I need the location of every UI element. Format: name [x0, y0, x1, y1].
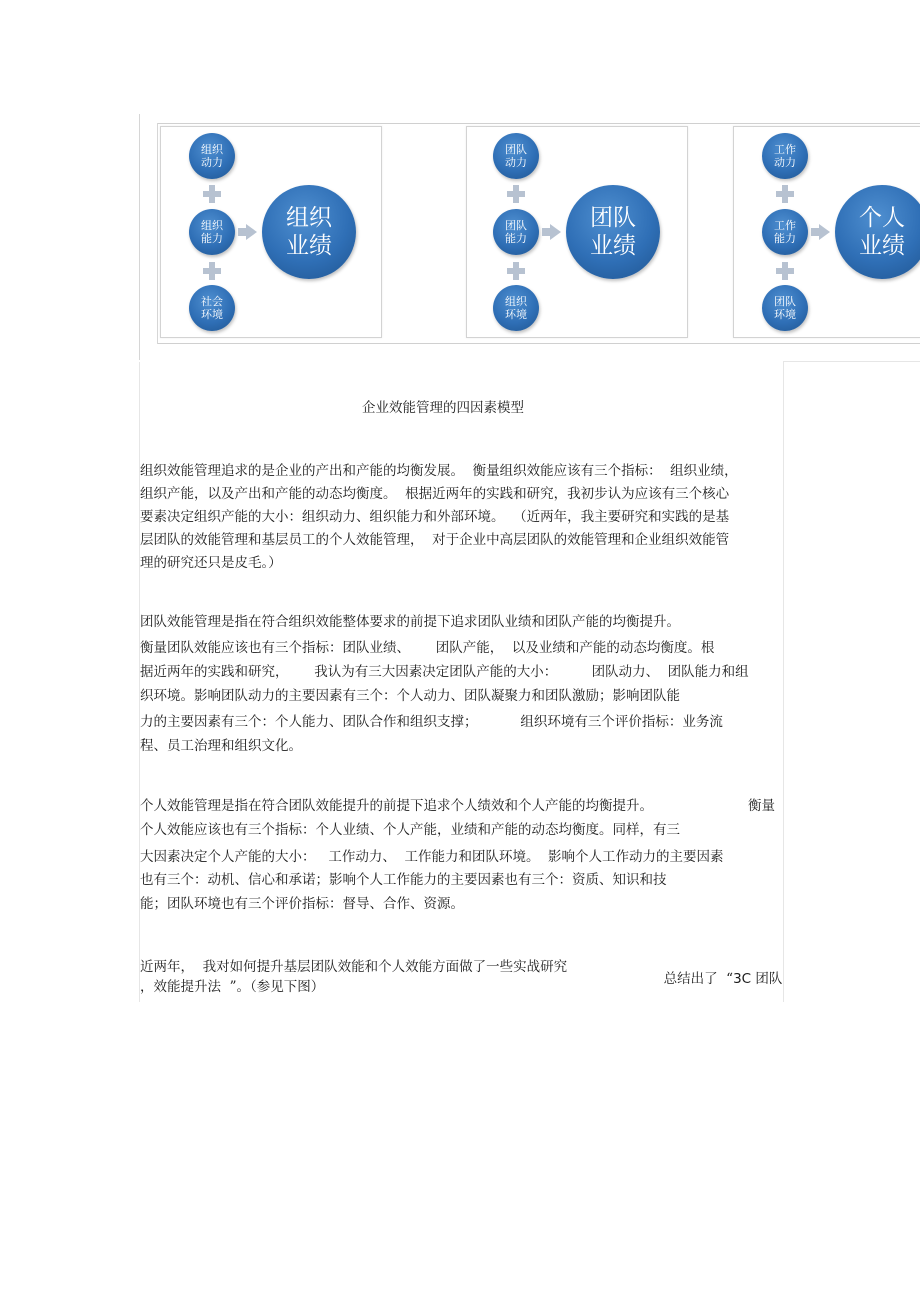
paragraph-3-line: 能；团队环境也有三个评价指标：督导、合作、资源。 — [140, 896, 464, 912]
paragraph-2-line: 据近两年的实践和研究， 我认为有三大因素决定团队产能的大小： 团队动力、 团队能力和组 — [140, 664, 749, 680]
paragraph-1-line: 组织效能管理追求的是企业的产出和产能的均衡发展。 衡量组织效能应该有三个指标： 组织业绩， — [140, 463, 738, 479]
work-capability-node: 工作 能力 — [762, 209, 808, 255]
plus-icon — [775, 261, 795, 281]
text-right-line — [783, 362, 784, 1002]
paragraph-2-line: 衡量团队效能应该也有三个指标：团队业绩、 团队产能， 以及业绩和产能的动态均衡度。根 — [140, 640, 715, 656]
plus-icon — [202, 261, 222, 281]
work-motivation-node: 工作 动力 — [762, 133, 808, 179]
plus-icon — [506, 184, 526, 204]
personal-performance-node: 个人 业绩 — [835, 185, 920, 279]
arrow-right-icon — [819, 224, 830, 240]
paragraph-2-line: 织环境。影响团队动力的主要因素有三个：个人动力、团队凝聚力和团队激励；影响团队能 — [140, 688, 680, 704]
plus-icon — [202, 184, 222, 204]
paragraph-1-line: 理的研究还只是皮毛。） — [140, 555, 282, 571]
paragraph-1-line: 组织产能，以及产出和产能的动态均衡度。 根据近两年的实践和研究，我初步认为应该有三个核心 — [140, 486, 730, 502]
paragraph-2-line: 力的主要因素有三个：个人能力、团队合作和组织支撑； 组织环境有三个评价指标：业务流 — [140, 714, 723, 730]
team-performance-node: 团队 业绩 — [566, 185, 660, 279]
diagram-bottom-line — [157, 343, 920, 344]
paragraph-4-right-text: 总结出了 “ — [663, 971, 734, 987]
personal-model-panel — [733, 126, 920, 338]
team-environment-node: 团队 环境 — [762, 285, 808, 331]
paragraph-4-line: 近两年， 我对如何提升基层团队效能和个人效能方面做了一些实战研究 — [140, 959, 568, 975]
diagram-top-line — [157, 123, 920, 124]
paragraph-3-line-right: 衡量 — [748, 798, 775, 814]
paragraph-3-line: 个人效能应该也有三个指标：个人业绩、个人产能，业绩和产能的动态均衡度。同样，有三 — [140, 822, 680, 838]
org-motivation-node: 组织 动力 — [189, 133, 235, 179]
plus-icon — [506, 261, 526, 281]
paragraph-2-line: 程、员工治理和组织文化。 — [140, 738, 302, 754]
org-capability-node: 组织 能力 — [189, 209, 235, 255]
paragraph-3-line: 也有三个：动机、信心和承诺；影响个人工作能力的主要因素也有三个：资质、知识和技 — [140, 872, 667, 888]
paragraph-4-line: ，效能提升法 ”。（参见下图） — [140, 979, 325, 995]
team-motivation-node: 团队 动力 — [493, 133, 539, 179]
diagram-left-line — [157, 123, 158, 344]
org-environment-node: 组织 环境 — [493, 285, 539, 331]
org-performance-node: 组织 业绩 — [262, 185, 356, 279]
paragraph-4-line-right — [655, 955, 782, 987]
paragraph-3-line: 大因素决定个人产能的大小： 工作动力、 工作能力和团队环境。 影响个人工作动力的主要因素 — [140, 849, 724, 865]
team-capability-node: 团队 能力 — [493, 209, 539, 255]
arrow-right-icon — [246, 224, 257, 240]
social-environment-node: 社会 环境 — [189, 285, 235, 331]
plus-icon — [775, 184, 795, 204]
figure-caption: 企业效能管理的四因素模型 — [362, 400, 524, 416]
paragraph-4-team-text: 团队 — [751, 971, 783, 987]
team-model-panel — [466, 126, 688, 338]
paragraph-4-3c-text: 3C — [733, 971, 752, 987]
paragraph-2-line: 团队效能管理是指在符合组织效能整体要求的前提下追求团队业绩和团队产能的均衡提升。 — [140, 614, 680, 630]
right-top-line — [783, 361, 920, 362]
paragraph-1-line: 层团队的效能管理和基层员工的个人效能管理， 对于企业中高层团队的效能管理和企业组织效能管 — [140, 532, 730, 548]
paragraph-1-line: 要素决定组织产能的大小：组织动力、组织能力和外部环境。 （近两年，我主要研究和实践的是基 — [140, 509, 730, 525]
org-model-panel — [160, 126, 382, 338]
paragraph-3-line: 个人效能管理是指在符合团队效能提升的前提下追求个人绩效和个人产能的均衡提升。 — [140, 798, 653, 814]
arrow-right-icon — [550, 224, 561, 240]
left-border-line — [139, 114, 140, 360]
